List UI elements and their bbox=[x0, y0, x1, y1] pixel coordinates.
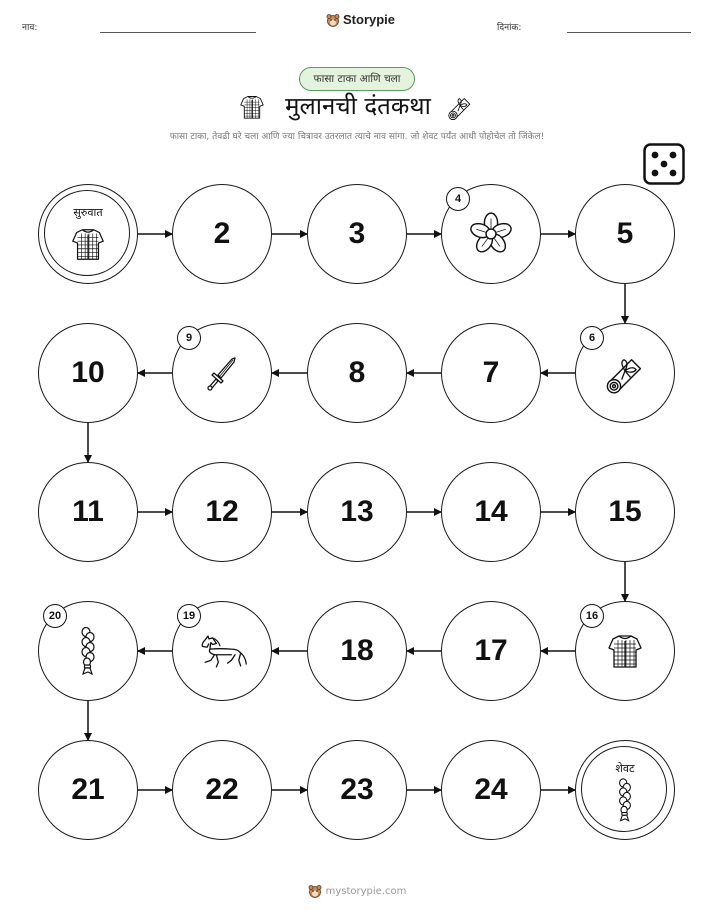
page-title: मुलानची दंतकथा bbox=[285, 92, 431, 120]
name-label: नाव: bbox=[22, 23, 38, 33]
board-cell-6[interactable] bbox=[575, 323, 675, 423]
end-label: शेवट bbox=[615, 762, 635, 775]
board-cell-23[interactable] bbox=[307, 740, 407, 840]
footer bbox=[0, 884, 714, 898]
board-cell-10[interactable] bbox=[38, 323, 138, 423]
board-cell-20[interactable] bbox=[38, 601, 138, 701]
braid-icon bbox=[78, 626, 98, 676]
armor-icon bbox=[605, 631, 645, 671]
board-cell-18[interactable] bbox=[307, 601, 407, 701]
cell-number: 12 bbox=[205, 495, 239, 528]
board-cell-24[interactable] bbox=[441, 740, 541, 840]
cell-number-badge: 19 bbox=[177, 604, 201, 628]
board-cell-1[interactable] bbox=[38, 184, 138, 284]
instructions: फासा टाका, तेवढी घरे चला आणि ज्या चित्रावर उतरलात त्याचे नाव सांगा. जो शेवट पर्यंत आधी पोहोचेल तो जिंकेल! bbox=[169, 132, 545, 142]
board-cell-12[interactable] bbox=[172, 462, 272, 562]
cell-number-badge: 20 bbox=[43, 604, 67, 628]
board-cell-17[interactable] bbox=[441, 601, 541, 701]
cell-number: 14 bbox=[474, 495, 508, 528]
cell-number-badge: 4 bbox=[446, 187, 470, 211]
board-cell-3[interactable] bbox=[307, 184, 407, 284]
board-cell-16[interactable] bbox=[575, 601, 675, 701]
board-cell-21[interactable] bbox=[38, 740, 138, 840]
start-label: सुरुवात bbox=[73, 206, 103, 219]
armor-icon bbox=[69, 225, 107, 263]
board-cell-11[interactable] bbox=[38, 462, 138, 562]
cell-number: 17 bbox=[474, 634, 508, 667]
cell-number: 18 bbox=[340, 634, 374, 667]
braid-icon bbox=[616, 777, 634, 823]
horse-icon bbox=[194, 632, 250, 670]
board-cell-2[interactable] bbox=[172, 184, 272, 284]
footer-url[interactable]: mystorypie.com bbox=[325, 885, 407, 897]
cell-number-badge: 6 bbox=[580, 326, 604, 350]
board-cell-5[interactable] bbox=[575, 184, 675, 284]
game-type-pill: फासा टाका आणि चला bbox=[299, 67, 415, 91]
cell-number: 21 bbox=[71, 773, 105, 806]
sword-icon bbox=[202, 353, 242, 393]
board-cell-13[interactable] bbox=[307, 462, 407, 562]
cell-number: 11 bbox=[72, 495, 104, 528]
scroll-icon bbox=[603, 351, 647, 395]
board-cell-7[interactable] bbox=[441, 323, 541, 423]
cell-number: 8 bbox=[348, 356, 366, 389]
cell-number: 15 bbox=[608, 495, 642, 528]
date-label: दिनांक: bbox=[497, 23, 522, 33]
board-cell-25[interactable] bbox=[575, 740, 675, 840]
board-cell-4[interactable] bbox=[441, 184, 541, 284]
cell-number: 7 bbox=[482, 356, 500, 389]
board-cell-8[interactable] bbox=[307, 323, 407, 423]
cell-number: 3 bbox=[348, 217, 366, 250]
board-cell-22[interactable] bbox=[172, 740, 272, 840]
board-cell-9[interactable] bbox=[172, 323, 272, 423]
cell-number: 2 bbox=[213, 217, 231, 250]
board-cell-15[interactable] bbox=[575, 462, 675, 562]
cell-number: 22 bbox=[205, 773, 239, 806]
cell-number: 13 bbox=[340, 495, 374, 528]
cell-number: 24 bbox=[474, 773, 508, 806]
cell-number-badge: 9 bbox=[177, 326, 201, 350]
cell-number: 23 bbox=[340, 773, 374, 806]
brand-name: Storypie bbox=[343, 12, 396, 27]
board-cell-14[interactable] bbox=[441, 462, 541, 562]
cell-number: 5 bbox=[616, 217, 634, 250]
cell-number: 10 bbox=[71, 356, 105, 389]
flower-icon bbox=[469, 212, 513, 256]
cell-number-badge: 16 bbox=[580, 604, 604, 628]
mascot-icon bbox=[308, 884, 322, 898]
board-cell-19[interactable] bbox=[172, 601, 272, 701]
